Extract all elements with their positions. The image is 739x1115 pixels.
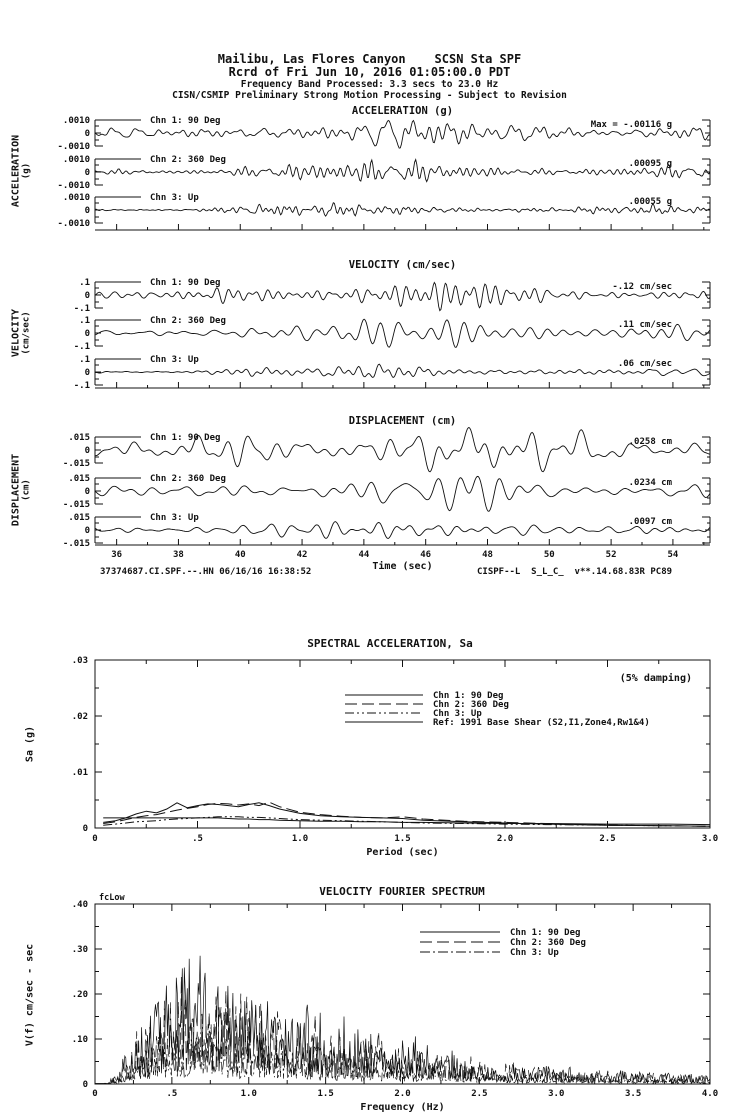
channel-label: Chn 1: 90 Deg <box>150 116 221 126</box>
axis-label-text: DISPLACEMENT <box>10 453 22 527</box>
y-tick-label: .40 <box>71 900 88 910</box>
channel-label: Chn 1: 90 Deg <box>150 278 221 288</box>
y-tick-label: .1 <box>79 278 90 288</box>
x-tick-label: 40 <box>234 550 246 560</box>
max-value-label: .0097 cm <box>628 517 672 527</box>
x-tick-label: 52 <box>605 550 617 560</box>
y-tick-label: .02 <box>71 712 88 722</box>
x-tick-label: .5 <box>192 834 203 844</box>
frequency-band: Frequency Band Processed: 3.3 secs to 23.0 Hz <box>240 79 499 90</box>
axis-unit-text: (cm) <box>21 479 32 501</box>
acceleration-axis-label <box>11 135 32 207</box>
channel-label: Chn 3: Up <box>150 513 199 523</box>
x-axis-title: Period (sec) <box>366 847 439 858</box>
y-tick-label: 0 <box>84 487 90 497</box>
y-tick-label: .0010 <box>62 116 90 126</box>
y-tick-label: .01 <box>71 768 88 778</box>
fourier-series-solid <box>95 956 710 1084</box>
displacement-axis-label <box>11 454 32 526</box>
x-tick-label: 2.5 <box>471 1089 488 1099</box>
x-tick-label: 0 <box>92 1089 98 1099</box>
report-header <box>0 53 739 101</box>
x-tick-label: 1.0 <box>291 834 309 844</box>
channel-label: Chn 1: 90 Deg <box>150 433 221 443</box>
filter-corner-label: fcLow <box>99 893 125 903</box>
y-tick-label: 0 <box>84 446 90 456</box>
y-tick-label: 0 <box>84 526 90 536</box>
max-value-label: -.12 cm/sec <box>612 282 672 292</box>
channel-label: Chn 2: 360 Deg <box>150 316 226 326</box>
y-tick-label: .20 <box>71 990 88 1000</box>
y-tick-label: 0 <box>82 824 88 834</box>
x-tick-label: 2.5 <box>599 834 616 844</box>
velocity-axis-label <box>11 309 32 357</box>
record-footer <box>0 567 739 579</box>
station-title: Mailibu, Las Flores Canyon SCSN Sta SPF <box>217 52 522 66</box>
velocity-panel <box>0 258 739 392</box>
waveform-trace <box>95 203 710 216</box>
max-value-label: .0258 cm <box>628 437 672 447</box>
y-tick-label: 0 <box>84 291 90 301</box>
y-tick-label: -.1 <box>73 381 90 391</box>
y-tick-label: .015 <box>68 433 90 443</box>
x-tick-label: 2.0 <box>394 1089 411 1099</box>
acceleration-panel <box>0 104 739 238</box>
processing-version: CISPF--L S_L_C_ v**.14.68.83R PC89 <box>477 567 673 577</box>
axis-label-text: Sa (g) <box>24 725 36 763</box>
max-value-label: .00095 g <box>628 159 672 169</box>
y-tick-label: 0 <box>82 1080 88 1090</box>
record-datetime: Rcrd of Fri Jun 10, 2016 01:05:00.0 PDT <box>228 65 511 79</box>
damping-annotation: (5% damping) <box>619 673 692 684</box>
x-tick-label: 3.5 <box>624 1089 642 1099</box>
y-tick-label: -.0010 <box>57 181 90 191</box>
channel-label: Chn 3: Up <box>150 193 199 203</box>
channel-label: Chn 2: 360 Deg <box>150 474 226 484</box>
y-tick-label: -.015 <box>62 459 90 469</box>
y-tick-label: .015 <box>68 474 90 484</box>
x-tick-label: 3.0 <box>548 1089 565 1099</box>
max-value-label: .00055 g <box>628 197 672 207</box>
y-tick-label: .30 <box>71 945 88 955</box>
y-tick-label: -.015 <box>62 539 90 549</box>
x-tick-label: 3.0 <box>701 834 719 844</box>
panel-title: VELOCITY (cm/sec) <box>348 259 457 271</box>
panel-title: DISPLACEMENT (cm) <box>348 415 457 427</box>
y-tick-label: .10 <box>71 1035 88 1045</box>
y-tick-label: 0 <box>84 368 90 378</box>
max-value-label: Max = -.00116 g <box>590 120 672 130</box>
legend-label: Chn 1: 90 Deg <box>433 691 504 701</box>
x-tick-label: 1.5 <box>317 1089 334 1099</box>
legend-label: Chn 2: 360 Deg <box>433 700 509 710</box>
channel-label: Chn 3: Up <box>150 355 199 365</box>
chart-title: SPECTRAL ACCELERATION, Sa <box>307 637 473 650</box>
x-tick-label: 38 <box>173 550 184 560</box>
velocity-fourier-chart <box>0 882 739 1115</box>
axis-label-text: ACCELERATION <box>10 134 22 208</box>
spectral-acceleration-chart <box>0 635 739 870</box>
x-tick-label: 44 <box>358 550 370 560</box>
y-tick-label: .015 <box>68 513 90 523</box>
y-tick-label: -.0010 <box>57 142 90 152</box>
y-tick-label: -.0010 <box>57 219 90 229</box>
chart-title: VELOCITY FOURIER SPECTRUM <box>319 885 485 898</box>
x-tick-label: 2.0 <box>496 834 514 844</box>
y-tick-label: -.015 <box>62 500 90 510</box>
x-tick-label: 1.5 <box>394 834 411 844</box>
legend-label: Chn 3: Up <box>433 709 482 719</box>
y-tick-label: .03 <box>71 656 88 666</box>
max-value-label: .11 cm/sec <box>617 320 672 330</box>
x-tick-label: 46 <box>420 550 432 560</box>
x-tick-label: 0 <box>92 834 98 844</box>
waveform-trace <box>95 522 710 539</box>
axis-unit-text: (g) <box>21 162 32 180</box>
processing-disclaimer: CISN/CSMIP Preliminary Strong Motion Processing - Subject to Revision <box>172 90 567 101</box>
x-axis-title: Frequency (Hz) <box>360 1102 445 1113</box>
channel-label: Chn 2: 360 Deg <box>150 155 226 165</box>
legend-label: Chn 1: 90 Deg <box>510 928 581 938</box>
y-tick-label: -.1 <box>73 304 90 314</box>
x-tick-label: 1.0 <box>240 1089 257 1099</box>
legend-label: Chn 3: Up <box>510 948 559 958</box>
x-tick-label: 36 <box>111 550 123 560</box>
x-tick-label: 54 <box>667 550 679 560</box>
y-tick-label: .1 <box>79 355 90 365</box>
y-tick-label: 0 <box>84 206 90 216</box>
x-tick-label: 48 <box>482 550 493 560</box>
x-tick-label: 42 <box>296 550 308 560</box>
x-tick-label: 4.0 <box>701 1089 719 1099</box>
legend-label: Chn 2: 360 Deg <box>510 938 586 948</box>
y-tick-label: .0010 <box>62 193 90 203</box>
max-value-label: .06 cm/sec <box>617 359 672 369</box>
x-axis-title: Time (sec) <box>372 561 433 572</box>
y-tick-label: 0 <box>84 168 90 178</box>
legend-label: Ref: 1991 Base Shear (S2,I1,Zone4,Rw1&4) <box>433 718 650 728</box>
y-tick-label: 0 <box>84 129 90 139</box>
x-tick-label: 50 <box>543 550 555 560</box>
max-value-label: .0234 cm <box>628 478 672 488</box>
fourier-y-axis-label <box>25 944 36 1046</box>
plot-frame <box>95 660 710 828</box>
axis-unit-text: (cm/sec) <box>21 311 32 355</box>
sa-y-axis-label <box>25 726 36 762</box>
displacement-panel <box>0 412 739 576</box>
y-tick-label: -.1 <box>73 342 90 352</box>
y-tick-label: 0 <box>84 329 90 339</box>
record-id: 37374687.CI.SPF.--.HN 06/16/16 16:38:52 <box>100 567 312 577</box>
y-tick-label: .1 <box>79 316 90 326</box>
panel-title: ACCELERATION (g) <box>351 105 454 117</box>
x-tick-label: .5 <box>166 1089 178 1099</box>
axis-label-text: V(f) cm/sec - sec <box>24 943 36 1047</box>
y-tick-label: .0010 <box>62 155 90 165</box>
axis-label-text: VELOCITY <box>10 308 22 358</box>
